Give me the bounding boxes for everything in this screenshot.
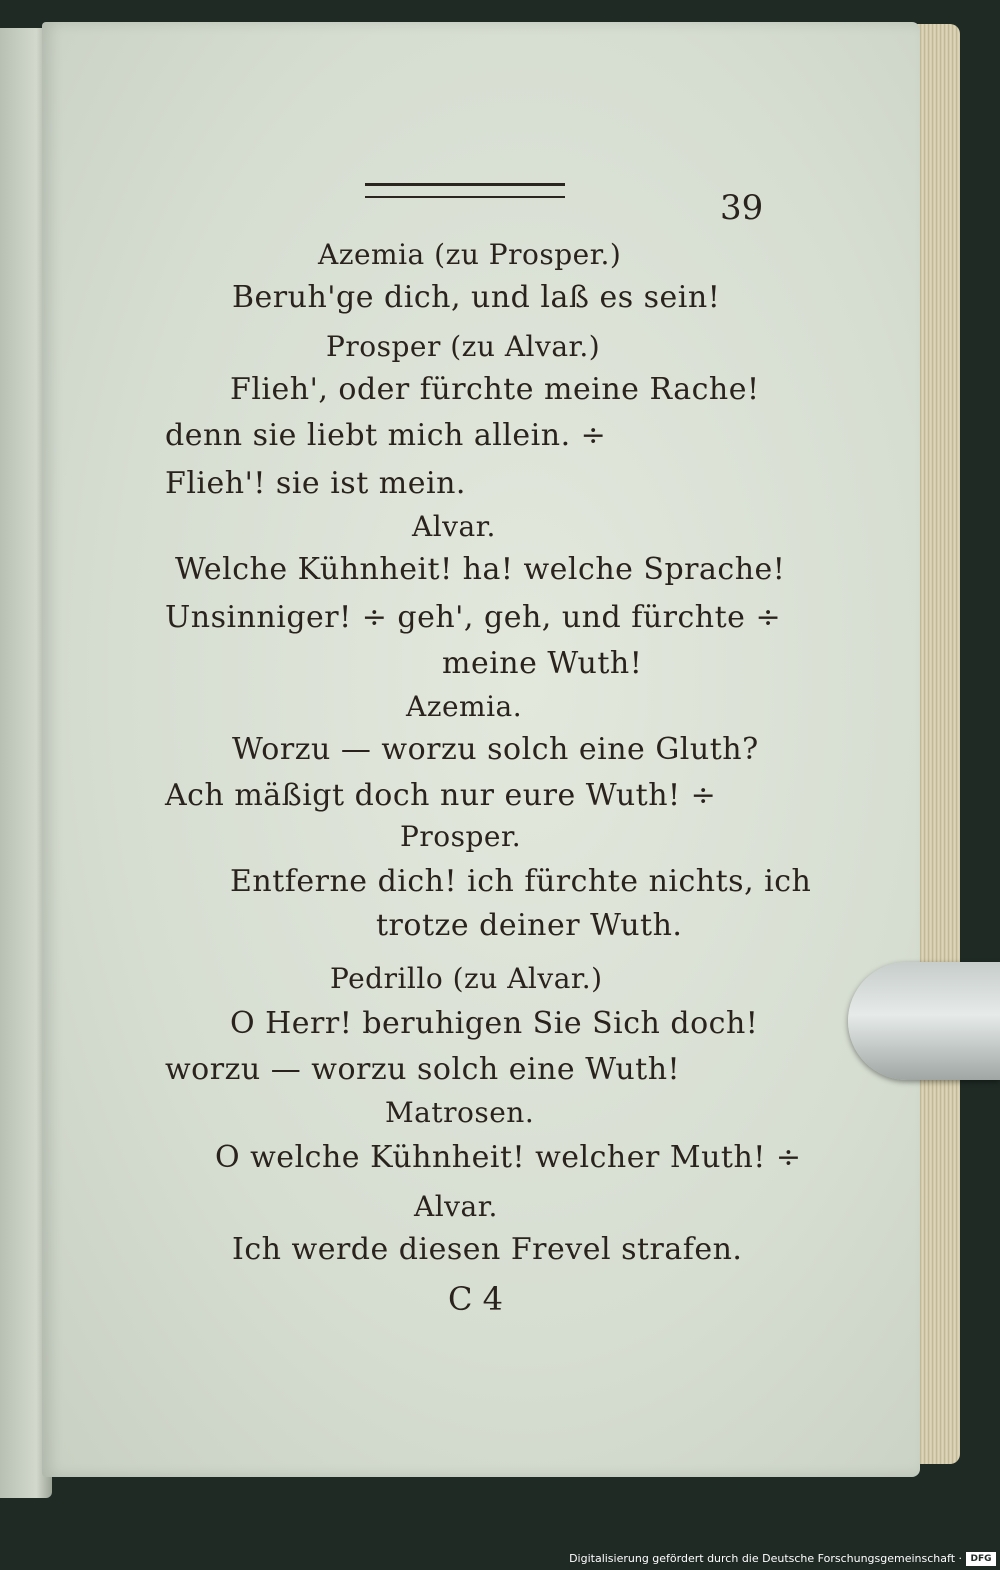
header-rule [365,183,565,186]
speaker-matrosen: Matrosen. [385,1096,535,1129]
dfg-logo: DFG [966,1552,996,1566]
page-clip [848,962,1000,1080]
text-line: Flieh'! sie ist mein. [165,466,466,501]
text-line: Beruh'ge dich, und laß es sein! [232,280,721,315]
text-line: Unsinniger! ÷ geh', geh, und fürchte ÷ [165,600,782,635]
text-line: Flieh', oder fürchte meine Rache! [230,372,760,407]
text-line: trotze deiner Wuth. [376,908,683,943]
text-line: O welche Kühnheit! welcher Muth! ÷ [215,1140,802,1175]
speaker-alvar: Alvar. [414,1190,498,1223]
text-line: denn sie liebt mich allein. ÷ [165,418,607,453]
text-line: worzu — worzu solch eine Wuth! [165,1052,681,1087]
text-line: Entferne dich! ich fürchte nichts, ich [230,864,812,899]
speaker-azemia: Azemia. [406,690,523,723]
speaker-pedrillo: Pedrillo (zu Alvar.) [330,962,603,995]
text-line: Welche Kühnheit! ha! welche Sprache! [175,552,786,587]
speaker-alvar: Alvar. [412,510,496,543]
speaker-prosper: Prosper. [400,820,522,853]
text-line: Worzu — worzu solch eine Gluth? [232,732,759,767]
digitization-credit: Digitalisierung gefördert durch die Deutsche Forschungsgemeinschaft · [569,1552,962,1565]
text-line: Ach mäßigt doch nur eure Wuth! ÷ [165,778,717,813]
signature-mark: C 4 [448,1280,504,1318]
text-line: O Herr! beruhigen Sie Sich doch! [230,1006,759,1041]
text-line: Ich werde diesen Frevel strafen. [232,1232,743,1267]
text-line: meine Wuth! [442,646,643,681]
header-rule-thin [365,196,565,198]
speaker-azemia: Azemia (zu Prosper.) [318,238,622,271]
page-number: 39 [720,188,764,228]
speaker-prosper: Prosper (zu Alvar.) [326,330,601,363]
